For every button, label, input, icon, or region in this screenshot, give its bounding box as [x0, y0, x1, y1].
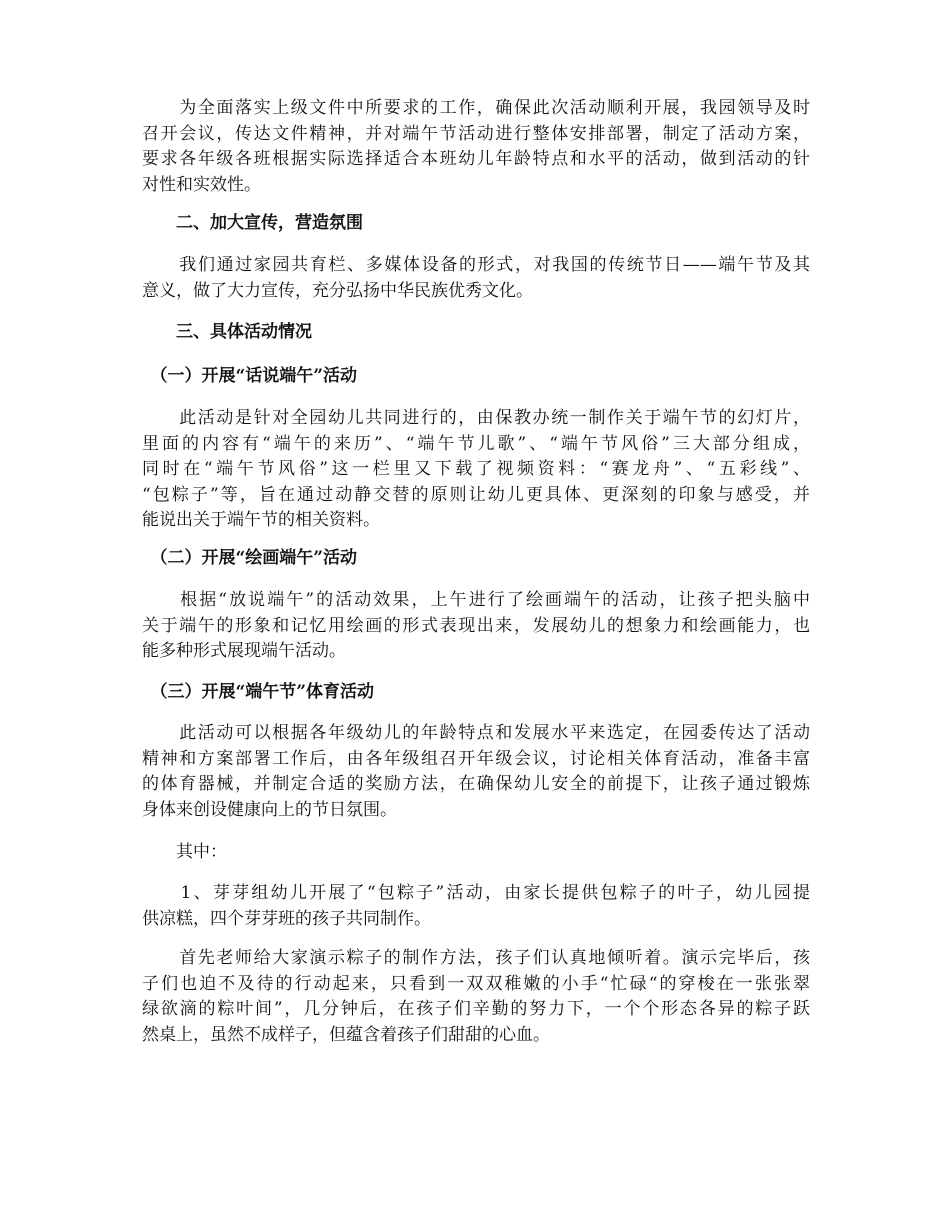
- paragraph-line: 子们也迫不及待的行动起来，只看到一双双稚嫩的小手“忙碌“的穿梭在一张张翠: [142, 973, 810, 994]
- paragraph-line: 里面的内容有“端午的来历”、“端午节儿歌”、“端午节风俗”三大部分组成，: [142, 433, 810, 454]
- subsection-heading: （一）开展“话说端午”活动: [142, 366, 358, 386]
- paragraph-line: 供凉糕，四个芽芽班的孩子共同制作。: [142, 908, 431, 929]
- section-heading: 三、具体活动情况: [142, 322, 312, 342]
- paragraph-sports-activity: [142, 721, 810, 823]
- paragraph-line: 的体育器械，并制定合适的奖励方法，在确保幼儿安全的前提下，让孩子通过锻炼: [142, 774, 810, 794]
- paragraph-line: 召开会议，传达文件精神，并对端午节活动进行整体安排部署，制定了活动方案，: [142, 123, 810, 144]
- paragraph-line: 对性和实效性。: [142, 174, 261, 195]
- paragraph-line: 此活动可以根据各年级幼儿的年龄特点和发展水平来选定，在园委传达了活动: [142, 723, 810, 743]
- paragraph-line: 同时在“端午节风俗”这一栏里又下载了视频资料：“赛龙舟”、“五彩线”、: [142, 459, 810, 479]
- section-heading: 二、加大宣传，营造氛围: [142, 213, 363, 233]
- paragraph-zongzi-demo: [142, 946, 810, 1048]
- paragraph-line: 身体来创设健康向上的节日氛围。: [142, 799, 397, 820]
- subsection-heading: （三）开展“端午节”体育活动: [142, 682, 375, 702]
- paragraph-painting-activity: [142, 588, 810, 665]
- subsection-heading: （二）开展“绘画端午”活动: [142, 548, 358, 568]
- paragraph-line: 精神和方案部署工作后，由各年级组召开年级会议，讨论相关体育活动，准备丰富: [142, 748, 810, 769]
- paragraph-publicity: [142, 253, 810, 304]
- paragraph-line: “包粽子”等，旨在通过动静交替的原则让幼儿更具体、更深刻的印象与感受，并: [142, 484, 810, 505]
- paragraph-zongzi-activity: [142, 881, 810, 932]
- paragraph-line: 要求各年级各班根据实际选择适合本班幼儿年龄特点和水平的活动，做到活动的针: [142, 149, 810, 169]
- paragraph-line: 能说出关于端午节的相关资料。: [142, 510, 380, 530]
- paragraph-line: 意义，做了大力宣传，充分弘扬中华民族优秀文化。: [142, 280, 533, 301]
- paragraph-line: 此活动是针对全园幼儿共同进行的，由保教办统一制作关于端午节的幻灯片，: [142, 408, 810, 428]
- paragraph-line: 关于端午的形象和记忆用绘画的形式表现出来，发展幼儿的想象力和绘画能力，也: [142, 615, 810, 636]
- paragraph-intro: [142, 96, 810, 198]
- paragraph-line: 我们通过家园共育栏、多媒体设备的形式，对我国的传统节日——端午节及其: [142, 255, 810, 275]
- paragraph-talk-activity: [142, 406, 810, 534]
- paragraph-line: 然桌上，虽然不成样子，但蕴含着孩子们甜甜的心血。: [142, 1024, 550, 1045]
- paragraph-line: 其中：: [142, 842, 227, 862]
- paragraph-line: 能多种形式展现端午活动。: [142, 641, 346, 661]
- paragraph-line: 1、芽芽组幼儿开展了“包粽子”活动，由家长提供包粽子的叶子，幼儿园提: [142, 883, 810, 903]
- paragraph-line: 首先老师给大家演示粽子的制作方法，孩子们认真地倾听着。演示完毕后，孩: [142, 948, 810, 968]
- paragraph-line: 根据“放说端午”的活动效果，上午进行了绘画端午的活动，让孩子把头脑中: [142, 590, 810, 610]
- paragraph-line: 绿欲滴的粽叶间”，几分钟后，在孩子们辛勤的努力下，一个个形态各异的粽子跃: [142, 999, 810, 1019]
- paragraph-line: 为全面落实上级文件中所要求的工作，确保此次活动顺利开展，我园领导及时: [142, 98, 810, 118]
- paragraph-among-them: [142, 840, 810, 866]
